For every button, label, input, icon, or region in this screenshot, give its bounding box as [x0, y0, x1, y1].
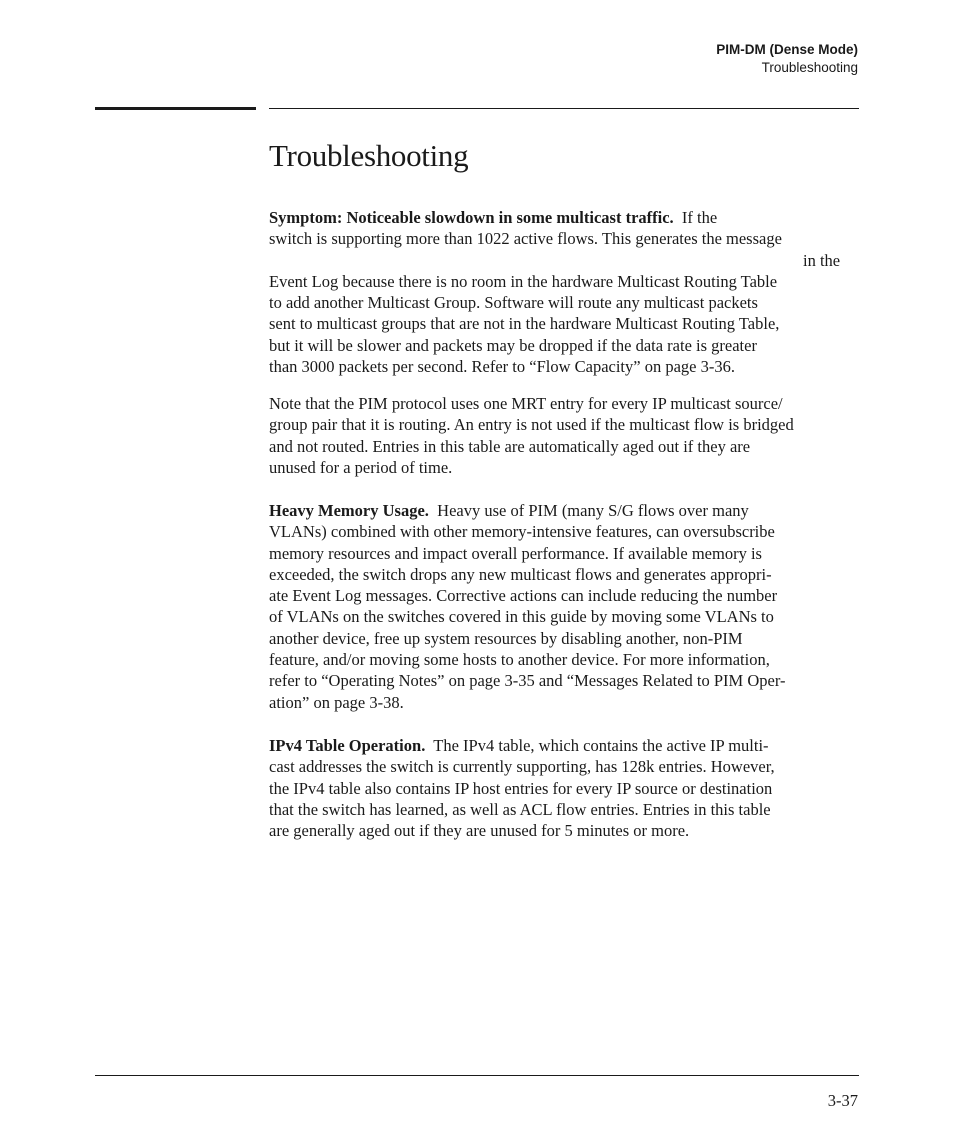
paragraph-ipv4-table: [269, 735, 861, 841]
text-line: the IPv4 table also contains IP host entries for every IP source or destination: [269, 778, 773, 798]
page-number: 3-37: [827, 1091, 858, 1110]
text-line: Note that the PIM protocol uses one MRT entry for every IP multicast source/: [269, 394, 783, 413]
text-line: memory resources and impact overall performance. If available memory is: [269, 543, 762, 563]
text-line: and not routed. Entries in this table are automatically aged out if they are: [269, 436, 751, 456]
text-line: are generally aged out if they are unused for 5 minutes or more.: [269, 821, 690, 841]
text-line: unused for a period of time.: [269, 457, 453, 477]
text-line: exceeded, the switch drops any new multicast flows and generates appropri-: [269, 564, 772, 584]
text-line: Heavy use of PIM (many S/G flows over many: [437, 501, 749, 520]
header-rule-thick: [95, 107, 256, 110]
text-line: to add another Multicast Group. Software will route any multicast packets: [269, 293, 758, 313]
text-line: group pair that it is routing. An entry is not used if the multicast flow is bridged: [269, 415, 794, 435]
paragraph-mrt-note: [269, 393, 861, 478]
text-line: If the: [681, 208, 718, 227]
run-in-heading-ipv4: IPv4 Table Operation.: [269, 736, 426, 755]
text-line: cast addresses the switch is currently supporting, has 128k entries. However,: [269, 757, 775, 777]
text-line: that the switch has learned, as well as ACL flow entries. Entries in this table: [269, 799, 771, 819]
text-line: sent to multicast groups that are not in the hardware Multicast Routing Table,: [269, 314, 780, 334]
running-head: [716, 41, 858, 77]
run-in-heading-memory: Heavy Memory Usage.: [269, 501, 429, 520]
text-line: switch is supporting more than 1022 active flows. This generates the message: [269, 229, 782, 249]
text-line: but it will be slower and packets may be dropped if the data rate is greater: [269, 335, 757, 355]
running-head-chapter: PIM-DM (Dense Mode): [716, 42, 858, 57]
text-line: The IPv4 table, which contains the active IP multi-: [433, 736, 769, 755]
text-line: ation” on page 3-38.: [269, 692, 404, 712]
text-line: Event Log because there is no room in the hardware Multicast Routing Table: [269, 271, 778, 291]
text-line: of VLANs on the switches covered in this guide by moving some VLANs to: [269, 607, 774, 627]
text-line: in the: [803, 250, 841, 270]
header-rule-thin: [269, 108, 859, 109]
text-line: than 3000 packets per second. Refer to “Flow Capacity” on page 3-36.: [269, 357, 735, 377]
text-line: feature, and/or moving some hosts to another device. For more information,: [269, 650, 770, 670]
paragraph-heavy-memory: [269, 500, 861, 713]
page-title: Troubleshooting: [269, 138, 469, 173]
text-line: refer to “Operating Notes” on page 3-35 and “Messages Related to PIM Oper-: [269, 671, 786, 691]
text-line: another device, free up system resources by disabling another, non-PIM: [269, 628, 743, 648]
run-in-heading-symptom: Symptom: Noticeable slowdown in some multicast traffic.: [269, 208, 674, 227]
paragraph-symptom: [269, 207, 861, 377]
text-line: VLANs) combined with other memory-intensive features, can oversubscribe: [269, 522, 775, 542]
footer-rule: [95, 1075, 859, 1076]
running-head-section: Troubleshooting: [761, 60, 858, 75]
text-line: ate Event Log messages. Corrective actions can include reducing the number: [269, 586, 778, 606]
